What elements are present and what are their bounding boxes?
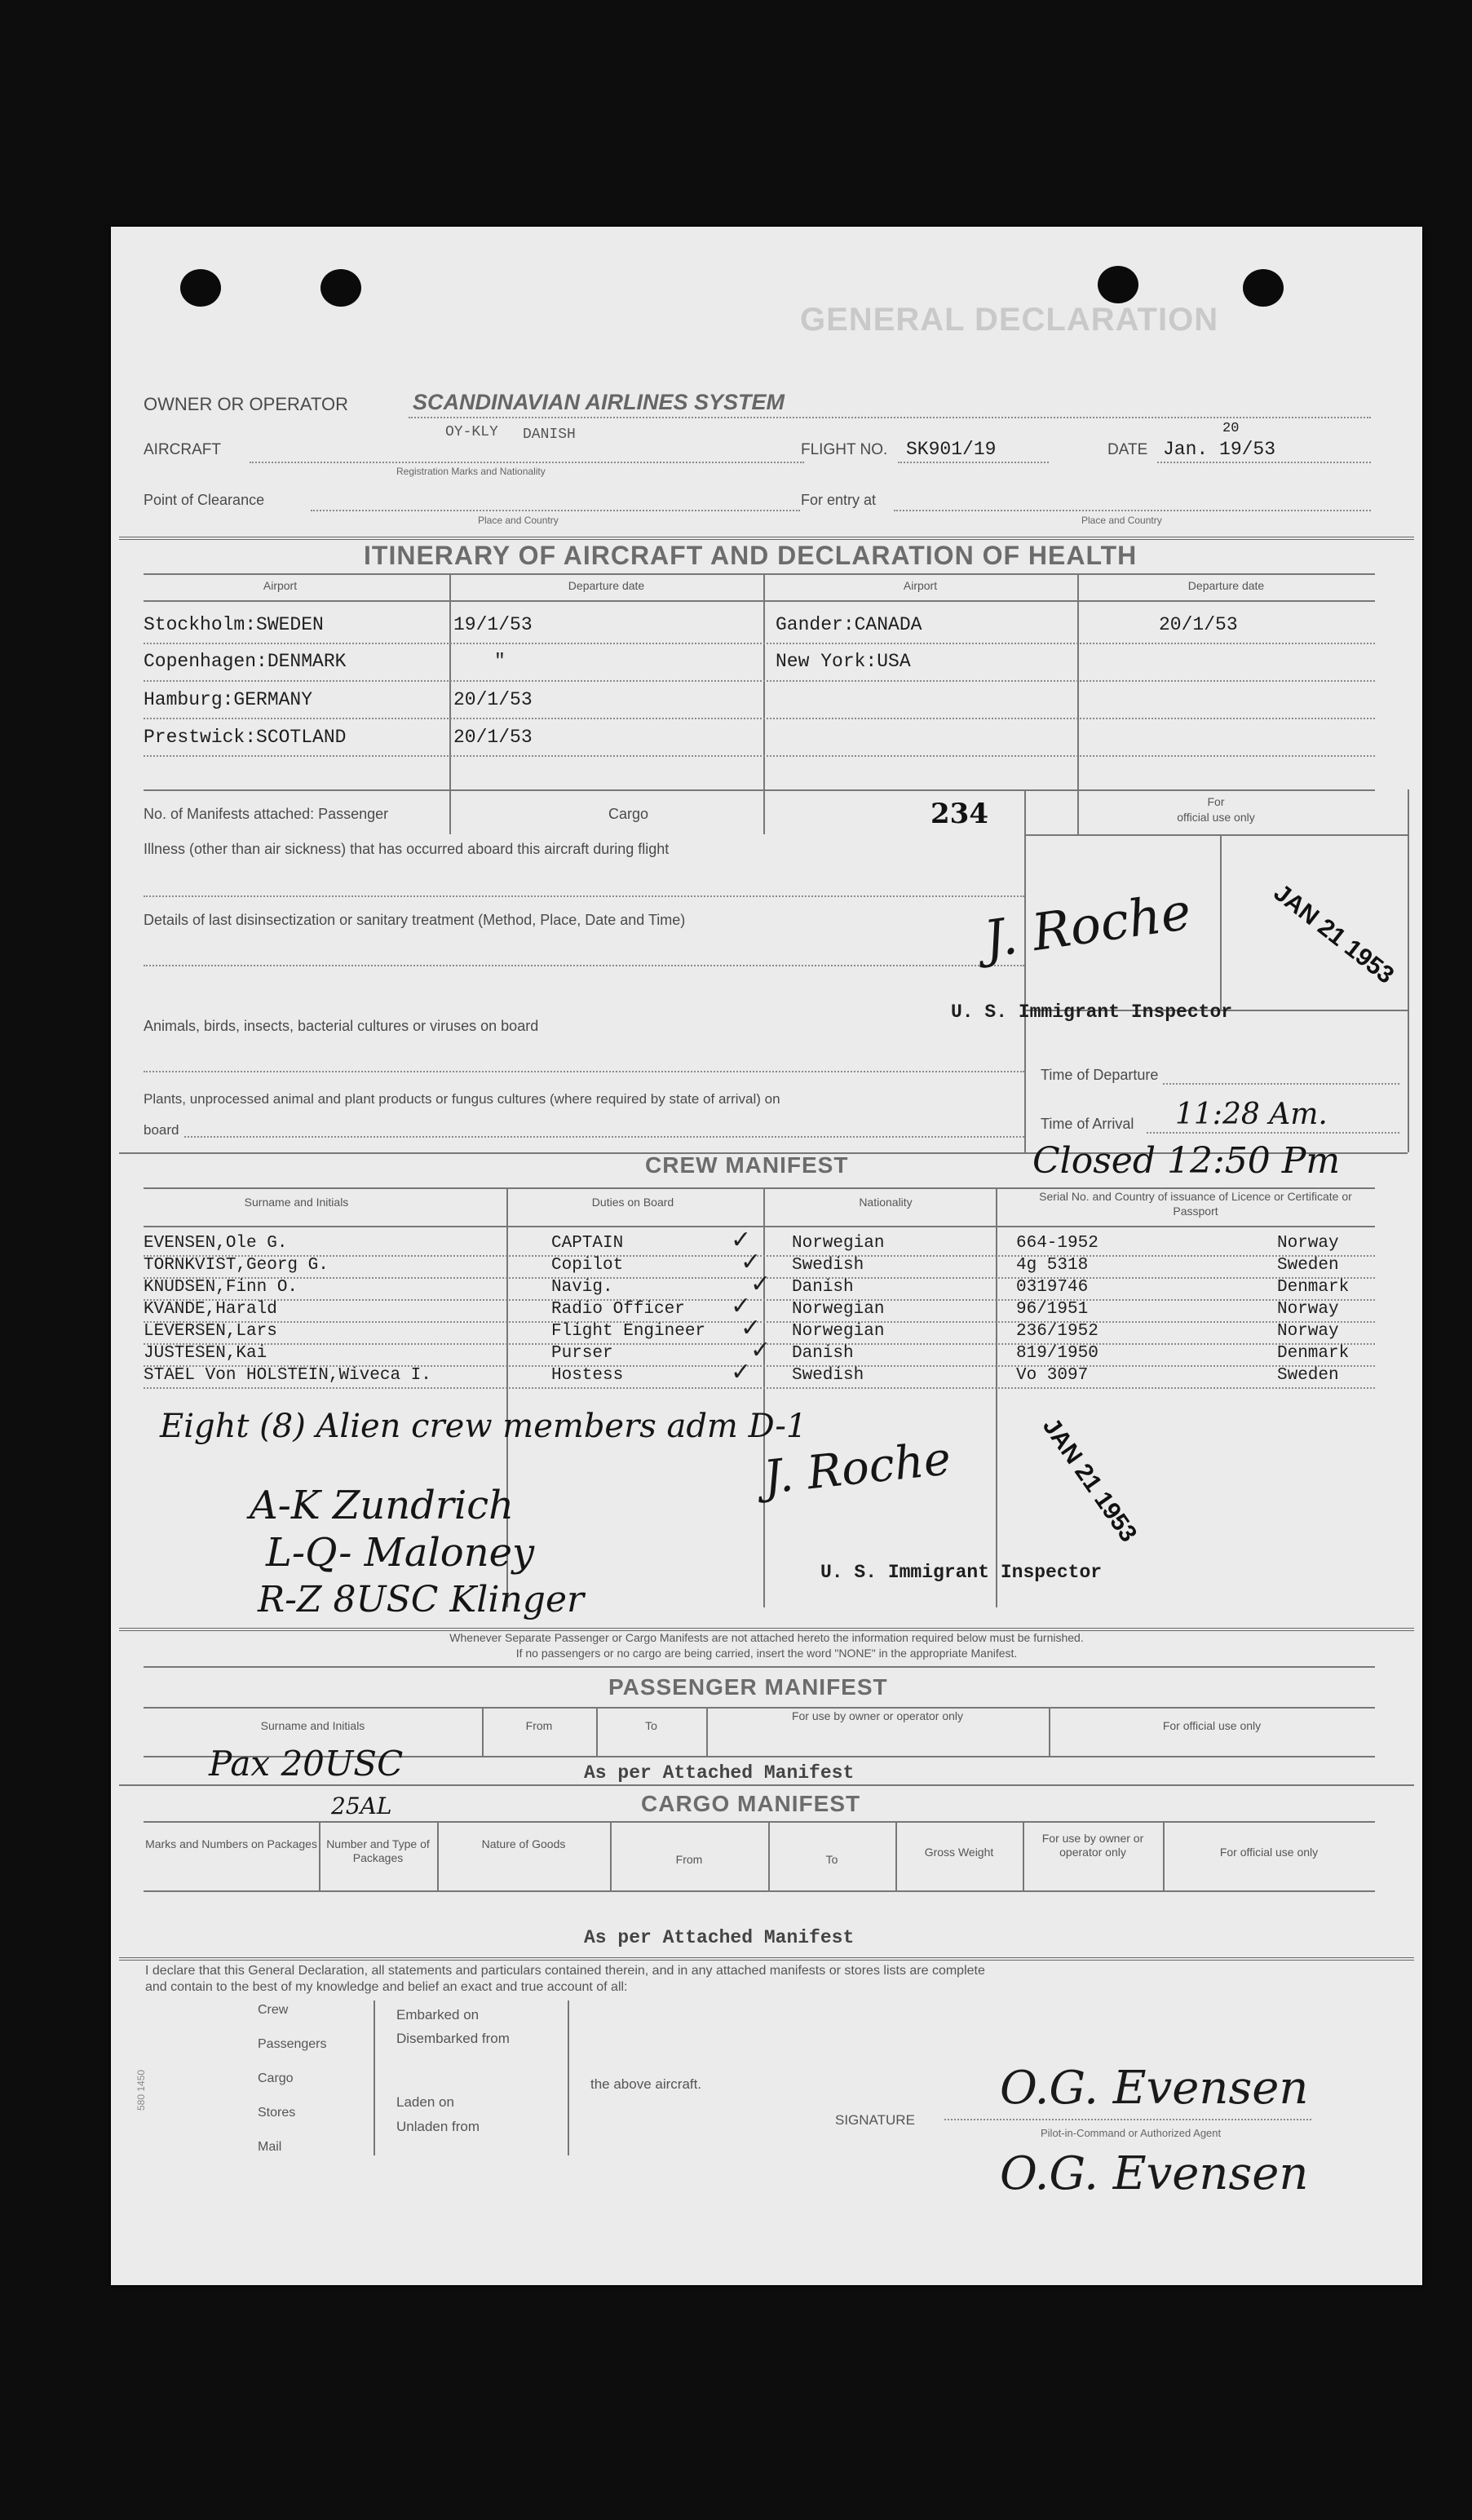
crew-nationality: Swedish [792, 1366, 864, 1385]
crew-check-mark: ✓ [731, 1358, 752, 1386]
punch-hole [1243, 269, 1284, 307]
pilot-signature: O.G. Evensen [1000, 2062, 1309, 2115]
itinerary-header-departure: Departure date [1187, 579, 1265, 592]
flight-value: SK901/19 [906, 439, 997, 460]
cargo-header: For use by owner or operator only [1041, 1832, 1144, 1859]
itinerary-header-airport: Airport [263, 579, 298, 592]
place-caption-left: Place and Country [478, 515, 559, 526]
itinerary-date: 20/1/53 [453, 727, 533, 748]
closed-note: Closed 12:50 Pm [1032, 1140, 1341, 1182]
itinerary-airport: Prestwick:SCOTLAND [144, 727, 347, 748]
crew-country: Denmark [1277, 1344, 1350, 1363]
crew-check-mark: ✓ [740, 1314, 762, 1342]
declaration-item: Crew [258, 2003, 289, 2017]
signature-caption: Pilot-in-Command or Authorized Agent [1041, 2127, 1222, 2139]
crew-country: Norway [1277, 1234, 1339, 1253]
crew-name: KNUDSEN,Finn O. [144, 1278, 298, 1297]
date-stamp: JAN 21 1953 [1268, 879, 1399, 989]
crew-check-mark: ✓ [731, 1226, 752, 1254]
crew-header: Nationality [859, 1196, 913, 1209]
crew-header: Serial No. and Country of issuance of Licence or Certificate or Passport [1039, 1190, 1352, 1218]
crew-country: Norway [1277, 1322, 1339, 1341]
cargo-label: Cargo [608, 806, 649, 822]
cargo-header: Nature of Goods [481, 1837, 566, 1850]
itinerary-airport: Copenhagen:DENMARK [144, 651, 347, 672]
crew-serial: 96/1951 [1016, 1300, 1089, 1319]
footnote: If no passengers or no cargo are being carried, insert the word "NONE" in the appropriate Manifest. [515, 1647, 1018, 1660]
declaration-item: Cargo [258, 2071, 294, 2085]
date-value: Jan. 19/53 [1163, 439, 1276, 460]
inspector-title: U. S. Immigrant Inspector [951, 1001, 1233, 1023]
punch-hole [1098, 266, 1138, 303]
arrival-label: Time of Arrival [1041, 1116, 1134, 1132]
passenger-header: From [525, 1719, 553, 1732]
declaration-text: I declare that this General Declaration, all statements and particulars contained therein, and in any attached manifests or stores lists are complete [145, 1964, 985, 1978]
crew-hand-line: L-Q- Maloney [266, 1530, 535, 1576]
crew-header: Duties on Board [591, 1196, 674, 1209]
crew-duty: Flight Engineer [551, 1322, 706, 1341]
crew-duty: Radio Officer [551, 1300, 685, 1319]
crew-serial: 236/1952 [1016, 1322, 1098, 1341]
crew-duty: Hostess [551, 1366, 624, 1385]
crew-check-mark: ✓ [750, 1270, 771, 1298]
cargo-header: For official use only [1219, 1846, 1319, 1859]
illness-label: Illness (other than air sickness) that has occurred aboard this aircraft during flight [144, 841, 670, 857]
registration-caption: Registration Marks and Nationality [396, 466, 546, 477]
arrival-value: 11:28 Am. [1175, 1098, 1328, 1131]
cargo-typed: As per Attached Manifest [584, 1927, 855, 1948]
passenger-header: To [645, 1719, 657, 1732]
cargo-header: To [825, 1853, 838, 1866]
crew-country: Sweden [1277, 1256, 1339, 1275]
crew-duty: Navig. [551, 1278, 613, 1297]
punch-hole [180, 269, 221, 307]
aircraft-nationality: DANISH [523, 427, 576, 443]
crew-date-stamp: JAN 21 1953 [1037, 1413, 1143, 1547]
declaration-item: Mail [258, 2140, 282, 2154]
cargo-header: Marks and Numbers on Packages [145, 1837, 317, 1850]
clearance-label: Point of Clearance [144, 492, 265, 508]
aircraft-value: OY-KLY [445, 424, 498, 440]
itinerary-header-departure: Departure date [568, 579, 645, 592]
side-marks: 580 1450 [135, 2069, 147, 2111]
embark-label: Embarked on [396, 2007, 480, 2023]
unladen-label: Unladen from [396, 2119, 480, 2134]
cargo-title: CARGO MANIFEST [641, 1791, 861, 1816]
plants-label-2: board [144, 1122, 179, 1138]
crew-inspector-signature: J. Roche [761, 1432, 953, 1505]
crew-header: Surname and Initials [244, 1196, 349, 1209]
cargo-header: From [675, 1853, 703, 1866]
crew-check-mark: ✓ [750, 1336, 771, 1364]
crew-name: TORNKVIST,Georg G. [144, 1256, 329, 1275]
crew-nationality: Swedish [792, 1256, 864, 1275]
owner-label: OWNER OR OPERATOR [144, 394, 348, 414]
crew-name: EVENSEN,Ole G. [144, 1234, 288, 1253]
crew-hand-line: R-Z 8USC Klinger [258, 1579, 585, 1620]
passenger-typed: As per Attached Manifest [584, 1762, 855, 1784]
passenger-hand-note: Pax 20USC [209, 1744, 404, 1784]
place-caption-right: Place and Country [1081, 515, 1162, 526]
itinerary-airport: Stockholm:SWEDEN [144, 614, 324, 635]
pilot-signature-duplicate: O.G. Evensen [1000, 2147, 1309, 2200]
crew-hand-line: A-K Zundrich [250, 1483, 514, 1528]
crew-inspector-title: U. S. Immigrant Inspector [820, 1562, 1103, 1583]
itinerary-title: ITINERARY OF AIRCRAFT AND DECLARATION OF HEALTH [364, 541, 1138, 570]
inspector-signature: J. Roche [980, 881, 1195, 970]
crew-duty: Copilot [551, 1256, 624, 1275]
aircraft-label: AIRCRAFT [144, 441, 221, 458]
departure-label: Time of Departure [1041, 1067, 1159, 1083]
laden-label: Laden on [396, 2094, 454, 2110]
manifests-label: No. of Manifests attached: Passenger [144, 806, 389, 822]
official-header: For [1207, 795, 1225, 808]
crew-title: CREW MANIFEST [645, 1152, 849, 1178]
crew-name: JUSTESEN,Kai [144, 1344, 267, 1363]
itinerary-date: " [494, 651, 506, 672]
crew-hand-note: Eight (8) Alien crew members adm D-1 [160, 1408, 807, 1445]
itinerary-date: 20/1/53 [453, 689, 533, 710]
crew-nationality: Danish [792, 1344, 854, 1363]
itinerary-date: 19/1/53 [453, 614, 533, 635]
footnote: Whenever Separate Passenger or Cargo Manifests are not attached hereto the information required below must be furnished. [449, 1631, 1084, 1644]
crew-name: KVANDE,Harald [144, 1300, 277, 1319]
manifest-number: 234 [930, 798, 988, 830]
itinerary-airport: Gander:CANADA [776, 614, 922, 635]
passenger-header: For official use only [1162, 1719, 1262, 1732]
passenger-title: PASSENGER MANIFEST [608, 1674, 888, 1700]
itinerary-header-airport: Airport [903, 579, 938, 592]
crew-check-mark: ✓ [731, 1292, 752, 1320]
passenger-hand-note: 25AL [331, 1793, 392, 1819]
crew-serial: 0319746 [1016, 1278, 1089, 1297]
crew-name: LEVERSEN,Lars [144, 1322, 277, 1341]
form-title: GENERAL DECLARATION [800, 302, 1219, 338]
crew-duty: Purser [551, 1344, 613, 1363]
flight-label: FLIGHT NO. [801, 441, 888, 458]
crew-duty: CAPTAIN [551, 1234, 624, 1253]
crew-name: STAEL Von HOLSTEIN,Wiveca I. [144, 1366, 431, 1385]
entry-label: For entry at [801, 492, 877, 508]
plants-label: Plants, unprocessed animal and plant products or fungus cultures (where required by state of arrival) on [144, 1091, 780, 1107]
crew-nationality: Norwegian [792, 1234, 885, 1253]
aircraft-text: the above aircraft. [590, 2076, 702, 2092]
passenger-header: For use by owner or operator only [791, 1709, 964, 1722]
signature-label: SIGNATURE [835, 2112, 915, 2128]
crew-serial: 4g 5318 [1016, 1256, 1089, 1275]
owner-value: SCANDINAVIAN AIRLINES SYSTEM [413, 390, 785, 414]
declaration-item: Stores [258, 2106, 296, 2120]
passenger-header: Surname and Initials [260, 1719, 365, 1732]
declaration-form [111, 227, 1422, 2285]
declaration-item: Passengers [258, 2037, 327, 2051]
crew-nationality: Norwegian [792, 1322, 885, 1341]
crew-country: Denmark [1277, 1278, 1350, 1297]
date-correction: 20 [1222, 421, 1240, 436]
disembark-label: Disembarked from [396, 2031, 510, 2046]
itinerary-airport: New York:USA [776, 651, 911, 672]
official-header: official use only [1177, 811, 1255, 824]
crew-check-mark: ✓ [740, 1248, 762, 1276]
cargo-header: Gross Weight [924, 1846, 994, 1859]
crew-serial: Vo 3097 [1016, 1366, 1089, 1385]
crew-country: Norway [1277, 1300, 1339, 1319]
crew-nationality: Danish [792, 1278, 854, 1297]
crew-serial: 819/1950 [1016, 1344, 1098, 1363]
animals-label: Animals, birds, insects, bacterial cultures or viruses on board [144, 1018, 539, 1034]
crew-nationality: Norwegian [792, 1300, 885, 1319]
itinerary-airport: Hamburg:GERMANY [144, 689, 313, 710]
punch-hole [320, 269, 361, 307]
itinerary-date: 20/1/53 [1159, 614, 1238, 635]
date-label: DATE [1107, 441, 1148, 458]
declaration-text: and contain to the best of my knowledge and belief an exact and true account of all: [145, 1980, 628, 1994]
cargo-header: Number and Type of Packages [326, 1837, 430, 1864]
crew-country: Sweden [1277, 1366, 1339, 1385]
disinsect-label: Details of last disinsectization or sanitary treatment (Method, Place, Date and Time) [144, 912, 686, 928]
crew-serial: 664-1952 [1016, 1234, 1098, 1253]
